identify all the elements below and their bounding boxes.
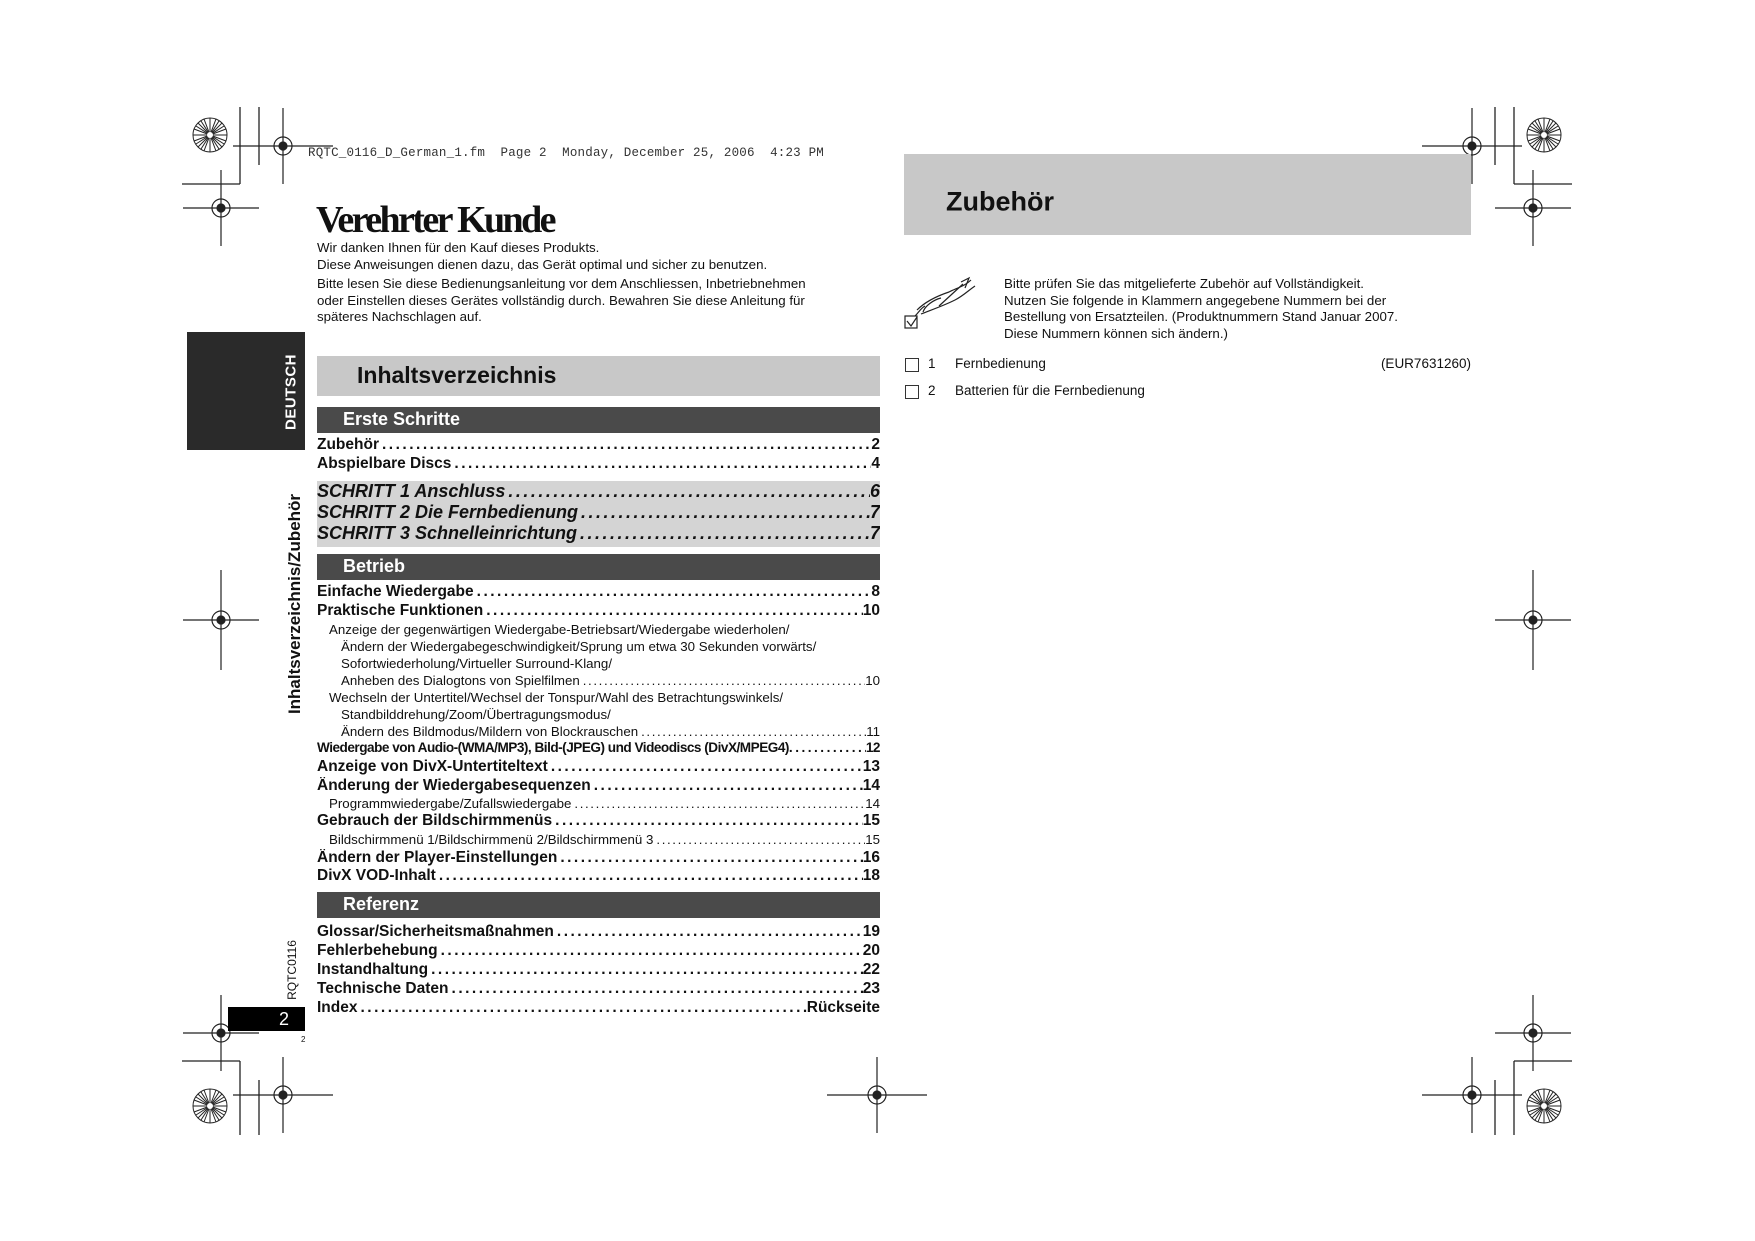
toc-subentry: Anzeige der gegenwärtigen Wiedergabe-Betriebsart/Wiedergabe wiederholen/: [329, 622, 790, 637]
note-line: Bestellung von Ersatzteilen. (Produktnummern Stand Januar 2007.: [1004, 309, 1398, 324]
section-bar-betrieb: [317, 554, 880, 580]
accessory-item: [904, 355, 1471, 375]
tiny-page-number: 2: [301, 1035, 306, 1044]
toc-subentry[interactable]: Ändern des Bildmodus/Mildern von Blockrauschen ..... 11: [341, 724, 880, 739]
toc-entry[interactable]: Technische Daten ..... 23: [317, 980, 880, 998]
toc-entry[interactable]: DivX VOD-Inhalt ..... 18: [317, 867, 880, 885]
print-header-line: RQTC_0116_D_German_1.fm Page 2 Monday, December 25, 2006 4:23 PM: [308, 146, 824, 160]
accessory-item: [904, 382, 1471, 402]
toc-entry[interactable]: Anzeige von DivX-Untertiteltext ..... 13: [317, 758, 880, 776]
toc-heading-bar: [317, 356, 880, 396]
accessory-name: Batterien für die Fernbedienung: [955, 383, 1145, 398]
note-line: Nutzen Sie folgende in Klammern angegebene Nummern bei der: [1004, 292, 1387, 308]
toc-subentry: Sofortwiederholung/Virtueller Surround-Klang/: [341, 656, 613, 671]
note-line: Diese Nummern können sich ändern.): [1004, 325, 1228, 341]
hand-checkmark-icon: [903, 276, 983, 334]
section-label: Erste Schritte: [343, 409, 461, 429]
intro-line: oder Einstellen dieses Gerätes vollständig durch. Bewahren Sie diese Anleitung für: [317, 292, 805, 308]
toc-entry[interactable]: Zubehör ..... 2: [317, 436, 880, 454]
page-title: Verehrter Kunde: [316, 199, 554, 241]
toc-subentry: Ändern der Wiedergabegeschwindigkeit/Sprung um etwa 30 Sekunden vorwärts/: [341, 639, 817, 654]
toc-entry[interactable]: Änderung der Wiedergabesequenzen ..... 14: [317, 777, 880, 795]
toc-entry[interactable]: Index ..... Rückseite: [317, 999, 880, 1017]
toc-entry-step[interactable]: SCHRITT 1 Anschluss ..... 6: [317, 481, 880, 502]
accessories-note: [1004, 276, 1464, 342]
section-side-label: Inhaltsverzeichnis/Zubehör: [285, 493, 304, 715]
note-line: Bitte prüfen Sie das mitgelieferte Zubehör auf Vollständigkeit.: [1004, 276, 1364, 291]
document-code: RQTC0116: [285, 940, 299, 1000]
intro-line: Wir danken Ihnen für den Kauf dieses Produkts.: [317, 240, 600, 255]
accessories-heading: Zubehör: [946, 186, 1054, 217]
toc-entry[interactable]: Ändern der Player-Einstellungen ..... 16: [317, 849, 880, 867]
intro-line: Bitte lesen Sie diese Bedienungsanleitung vor dem Anschliessen, Inbetriebnehmen: [317, 276, 806, 291]
accessory-qty: 2: [928, 383, 936, 398]
toc-entry[interactable]: Praktische Funktionen ..... 10: [317, 602, 880, 620]
intro-line: späteres Nachschlagen auf.: [317, 309, 482, 324]
toc-subentry[interactable]: Programmwiedergabe/Zufallswiedergabe ..... 14: [329, 796, 880, 811]
accessories-heading-bar: [904, 154, 1471, 235]
toc-entry[interactable]: Wiedergabe von Audio-(WMA/MP3), Bild-(JPEG) und Videodiscs (DivX/MPEG4). ..... 12: [317, 740, 880, 755]
checkbox-icon[interactable]: [905, 385, 919, 399]
section-bar-erste-schritte: [317, 407, 880, 433]
accessory-qty: 1: [928, 356, 936, 371]
toc-subentry[interactable]: Anheben des Dialogtons von Spielfilmen ..... 10: [341, 673, 880, 688]
toc-subentry[interactable]: Bildschirmmenü 1/Bildschirmmenü 2/Bildschirmmenü 3 ..... 15: [329, 832, 880, 847]
toc-subentry: Wechseln der Untertitel/Wechsel der Tonspur/Wahl des Betrachtungswinkels/: [329, 690, 784, 705]
toc-entry[interactable]: Gebrauch der Bildschirmmenüs ..... 15: [317, 812, 880, 830]
page-number: 2: [278, 1009, 289, 1029]
language-tab-label: DEUTSCH: [282, 353, 300, 431]
toc-entry[interactable]: Einfache Wiedergabe ..... 8: [317, 583, 880, 601]
section-label: Referenz: [343, 894, 420, 914]
intro-line: Diese Anweisungen dienen dazu, das Gerät optimal und sicher zu benutzen.: [317, 256, 768, 272]
toc-entry[interactable]: Instandhaltung ..... 22: [317, 961, 880, 979]
toc-entry[interactable]: Glossar/Sicherheitsmaßnahmen ..... 19: [317, 923, 880, 941]
accessory-code: (EUR7631260): [1380, 356, 1471, 371]
toc-heading: Inhaltsverzeichnis: [357, 362, 557, 388]
toc-entry-step[interactable]: SCHRITT 2 Die Fernbedienung ..... 7: [317, 502, 880, 523]
toc-entry-step[interactable]: SCHRITT 3 Schnelleinrichtung ..... 7: [317, 523, 880, 544]
toc-entry[interactable]: Abspielbare Discs ..... 4: [317, 455, 880, 473]
checkbox-icon[interactable]: [905, 358, 919, 372]
intro-text: [317, 240, 877, 328]
section-bar-referenz: [317, 892, 880, 918]
toc-subentry: Standbilddrehung/Zoom/Übertragungsmodus/: [341, 707, 611, 722]
accessory-name: Fernbedienung: [955, 356, 1046, 371]
toc-entry[interactable]: Fehlerbehebung ..... 20: [317, 942, 880, 960]
page-number-box: [228, 1007, 305, 1031]
section-label: Betrieb: [343, 556, 406, 576]
